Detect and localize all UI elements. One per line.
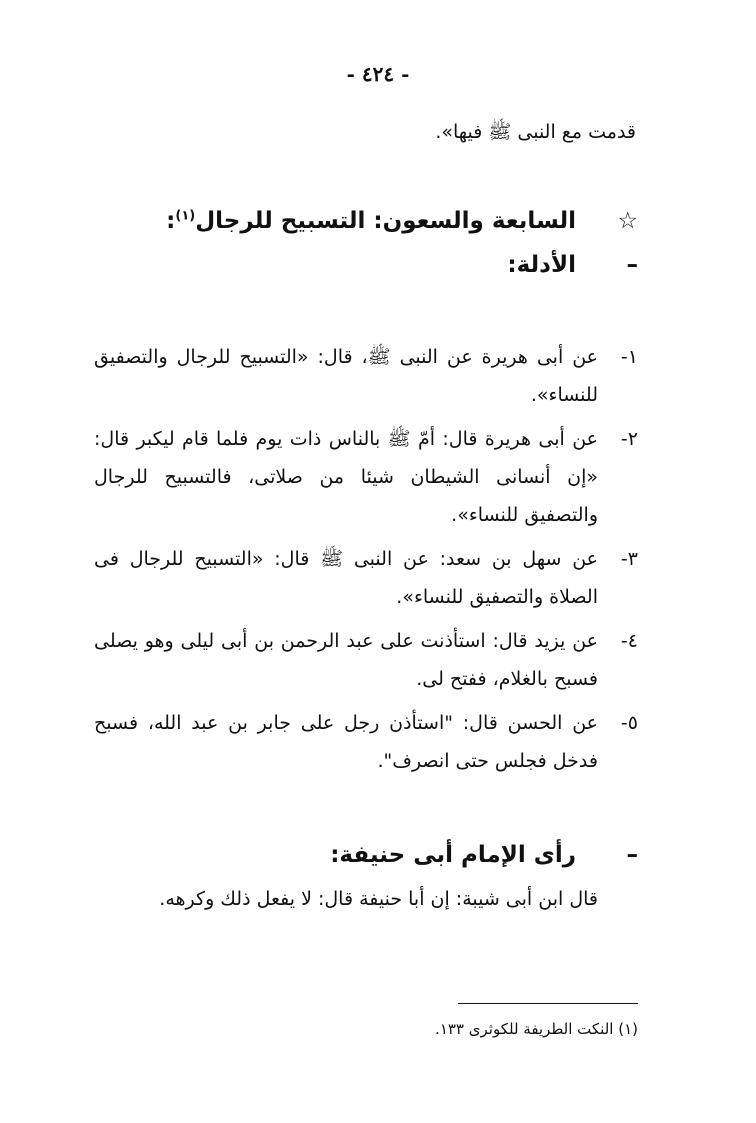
evidence-text: عن أبى هريرة عن النبى ﷺ، قال: «التسبيح للرجال والتصفيق للنساء». — [94, 346, 598, 406]
section-heading-text — [166, 208, 576, 234]
evidence-number: ٣- — [620, 548, 638, 570]
evidence-number: ٢- — [620, 428, 638, 450]
carry-over-text: قدمت مع النبى ﷺ فيها». — [435, 121, 636, 143]
evidence-item — [94, 622, 638, 698]
evidence-number: ٥- — [620, 712, 638, 734]
evidence-list — [94, 338, 638, 786]
footnote-divider — [458, 1003, 638, 1004]
opinion-text: قال ابن أبى شيبة: إن أبا حنيفة قال: لا يفعل ذلك وكرهه. — [159, 888, 598, 910]
dash-marker: – — [626, 842, 638, 868]
evidence-text: عن سهل بن سعد: عن النبى ﷺ قال: «التسبيح للرجال فى الصلاة والتصفيق للنساء». — [94, 548, 598, 608]
dash-marker: – — [626, 252, 638, 278]
star-icon: ☆ — [617, 208, 638, 234]
footnote-reference: (١) — [175, 208, 196, 224]
evidence-heading-text: الأدلة: — [507, 252, 576, 278]
evidence-item — [94, 338, 638, 414]
evidence-text: عن أبى هريرة قال: أمّ ﷺ بالناس ذات يوم فلما قام ليكبر قال: «إن أنسانى الشيطان شيئا من صلاتى، فالتسبيح للرجال والتصفيق للنساء». — [94, 428, 598, 526]
footnote: (١) النكت الطريفة للكوثرى ١٣٣. — [435, 1020, 638, 1038]
evidence-item — [94, 420, 638, 534]
evidence-number: ١- — [620, 346, 638, 368]
evidence-text: عن يزيد قال: استأذنت على عبد الرحمن بن أبى ليلى وهو يصلى فسبح بالغلام، ففتح لى. — [94, 630, 598, 690]
section-heading-colon: : — [166, 208, 176, 234]
evidence-item — [94, 704, 638, 780]
evidence-text: عن الحسن قال: "استأذن رجل على جابر بن عبد الله، فسبح فدخل فجلس حتى انصرف". — [94, 712, 598, 772]
evidence-number: ٤- — [620, 630, 638, 652]
section-heading-title: السابعة والسعون: التسبيح للرجال — [195, 208, 576, 234]
opinion-heading-text: رأى الإمام أبى حنيفة: — [330, 842, 576, 868]
evidence-item — [94, 540, 638, 616]
page-number: - ٤٢٤ - — [346, 62, 410, 86]
